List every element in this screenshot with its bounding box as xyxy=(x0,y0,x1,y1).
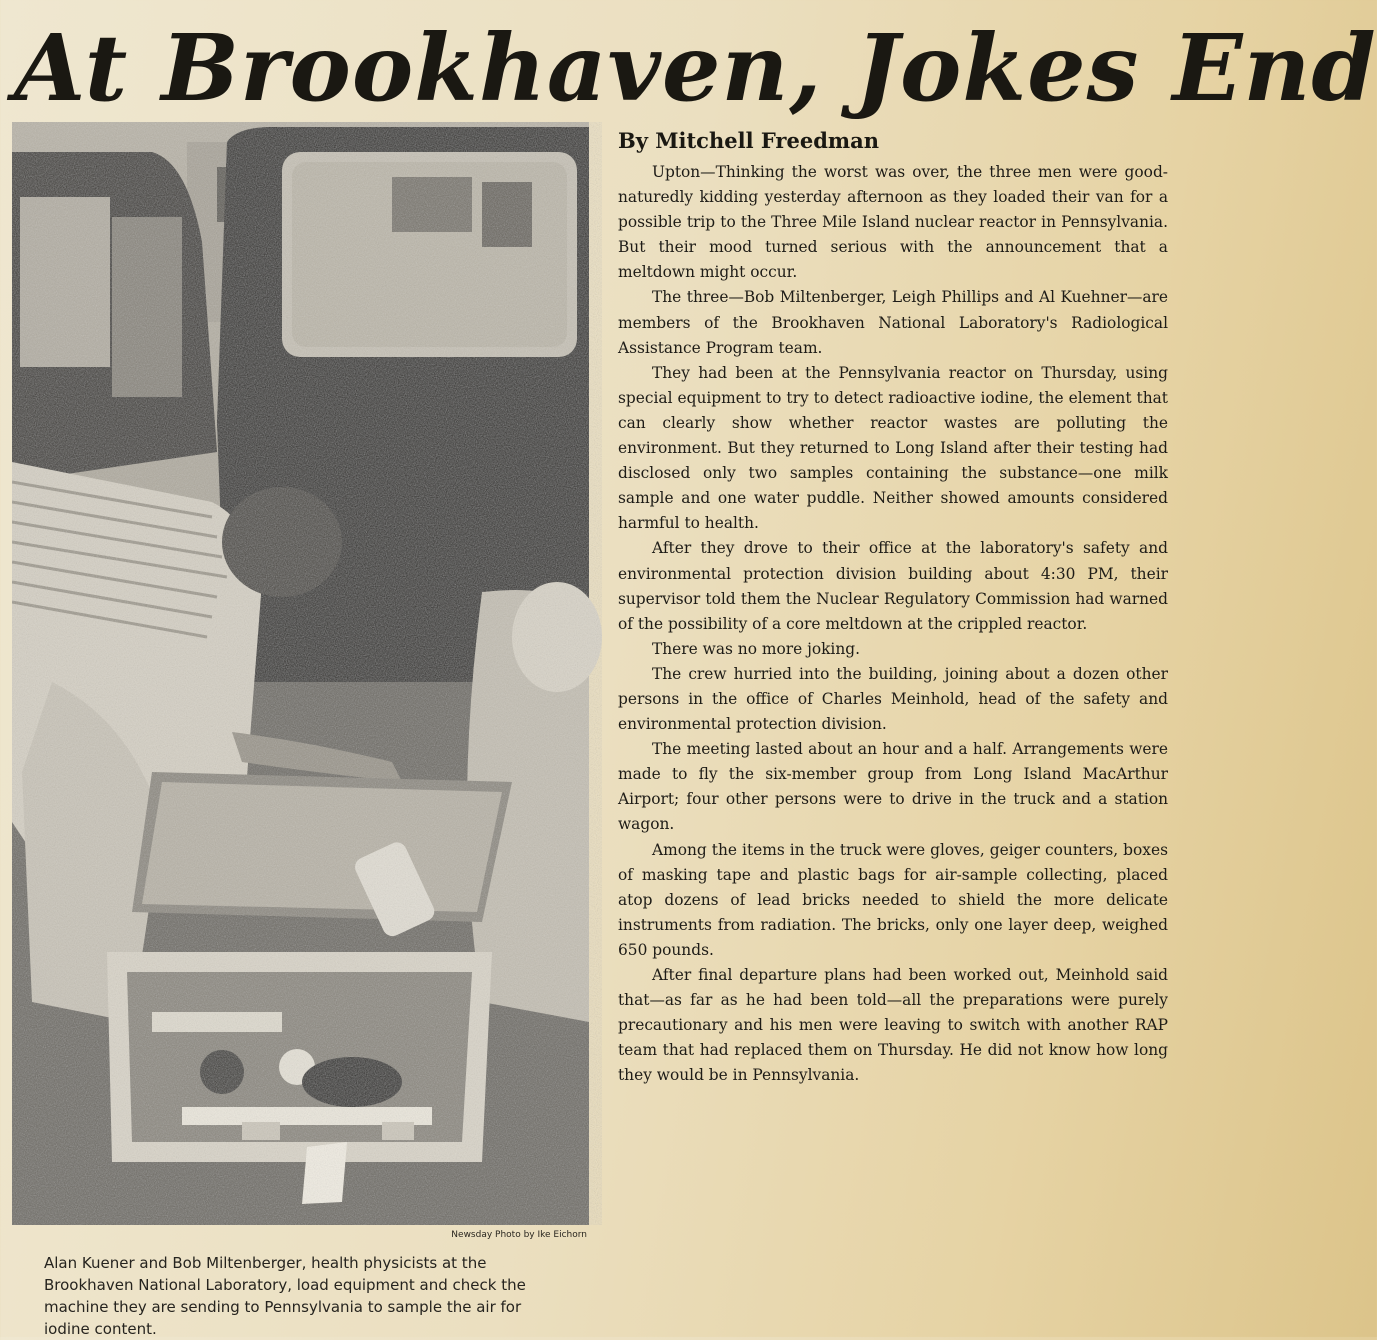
article-paragraph: The three—Bob Miltenberger, Leigh Phillips and Al Kuehner—are members of the Brookhaven National Laboratory's Radiological Assistance Program team. xyxy=(618,288,1168,357)
photo-credit: Newsday Photo by Ike Eichorn xyxy=(451,1230,587,1240)
article-paragraph: There was no more joking. xyxy=(652,639,861,658)
article-paragraph: The meeting lasted about an hour and a half. Arrangements were made to fly the six-member group from Long Island MacArthur Airport; four other persons were to drive in the truck and a station wagon. xyxy=(618,740,1168,834)
article-paragraph: After they drove to their office at the laboratory's safety and environmental protection division building about 4:30 PM, their supervisor told them the Nuclear Regulatory Commission had warned of the possibility of a core meltdown at the crippled reactor. xyxy=(618,539,1168,633)
article-paragraph: They had been at the Pennsylvania reactor on Thursday, using special equipment to try to detect radioactive iodine, the element that can clearly show whether reactor wastes are polluting the environment. But they returned to Long Island after their testing had disclosed only two samples containing the substance—one milk sample and one water puddle. Neither showed amounts considered harmful to health. xyxy=(618,363,1168,533)
byline: By Mitchell Freedman xyxy=(618,128,879,153)
news-photo xyxy=(12,122,589,1225)
photo-caption: Alan Kuener and Bob Miltenberger, health physicists at the Brookhaven National Laboratory, load equipment and check the machine they are sending to Pennsylvania to sample the air for iodine content. xyxy=(44,1254,526,1338)
headline: At Brookhaven, Jokes End xyxy=(14,14,1377,122)
article-paragraph: Upton—Thinking the worst was over, the three men were good-naturedly kidding yesterday afternoon as they loaded their van for a possible trip to the Three Mile Island nuclear reactor in Pennsylvania. But their mood turned serious with the announcement that a meltdown might occur. xyxy=(618,163,1168,282)
article-body xyxy=(618,160,1168,1337)
article-paragraph: After final departure plans had been worked out, Meinhold said that—as far as he had been told—all the preparations were purely precautionary and his men were leaving to switch with another RAP team that had replaced them on Thursday. He did not know how long they would be in Pennsylvania. xyxy=(618,966,1168,1085)
article-paragraph: The crew hurried into the building, joining about a dozen other persons in the office of Charles Meinhold, head of the safety and environmental protection division. xyxy=(618,664,1168,734)
article-paragraph: Among the items in the truck were gloves, geiger counters, boxes of masking tape and plastic bags for air-sample collecting, placed atop dozens of lead bricks needed to shield the more delicate instruments from radiation. The bricks, only one layer deep, weighed 650 pounds. xyxy=(618,840,1168,959)
